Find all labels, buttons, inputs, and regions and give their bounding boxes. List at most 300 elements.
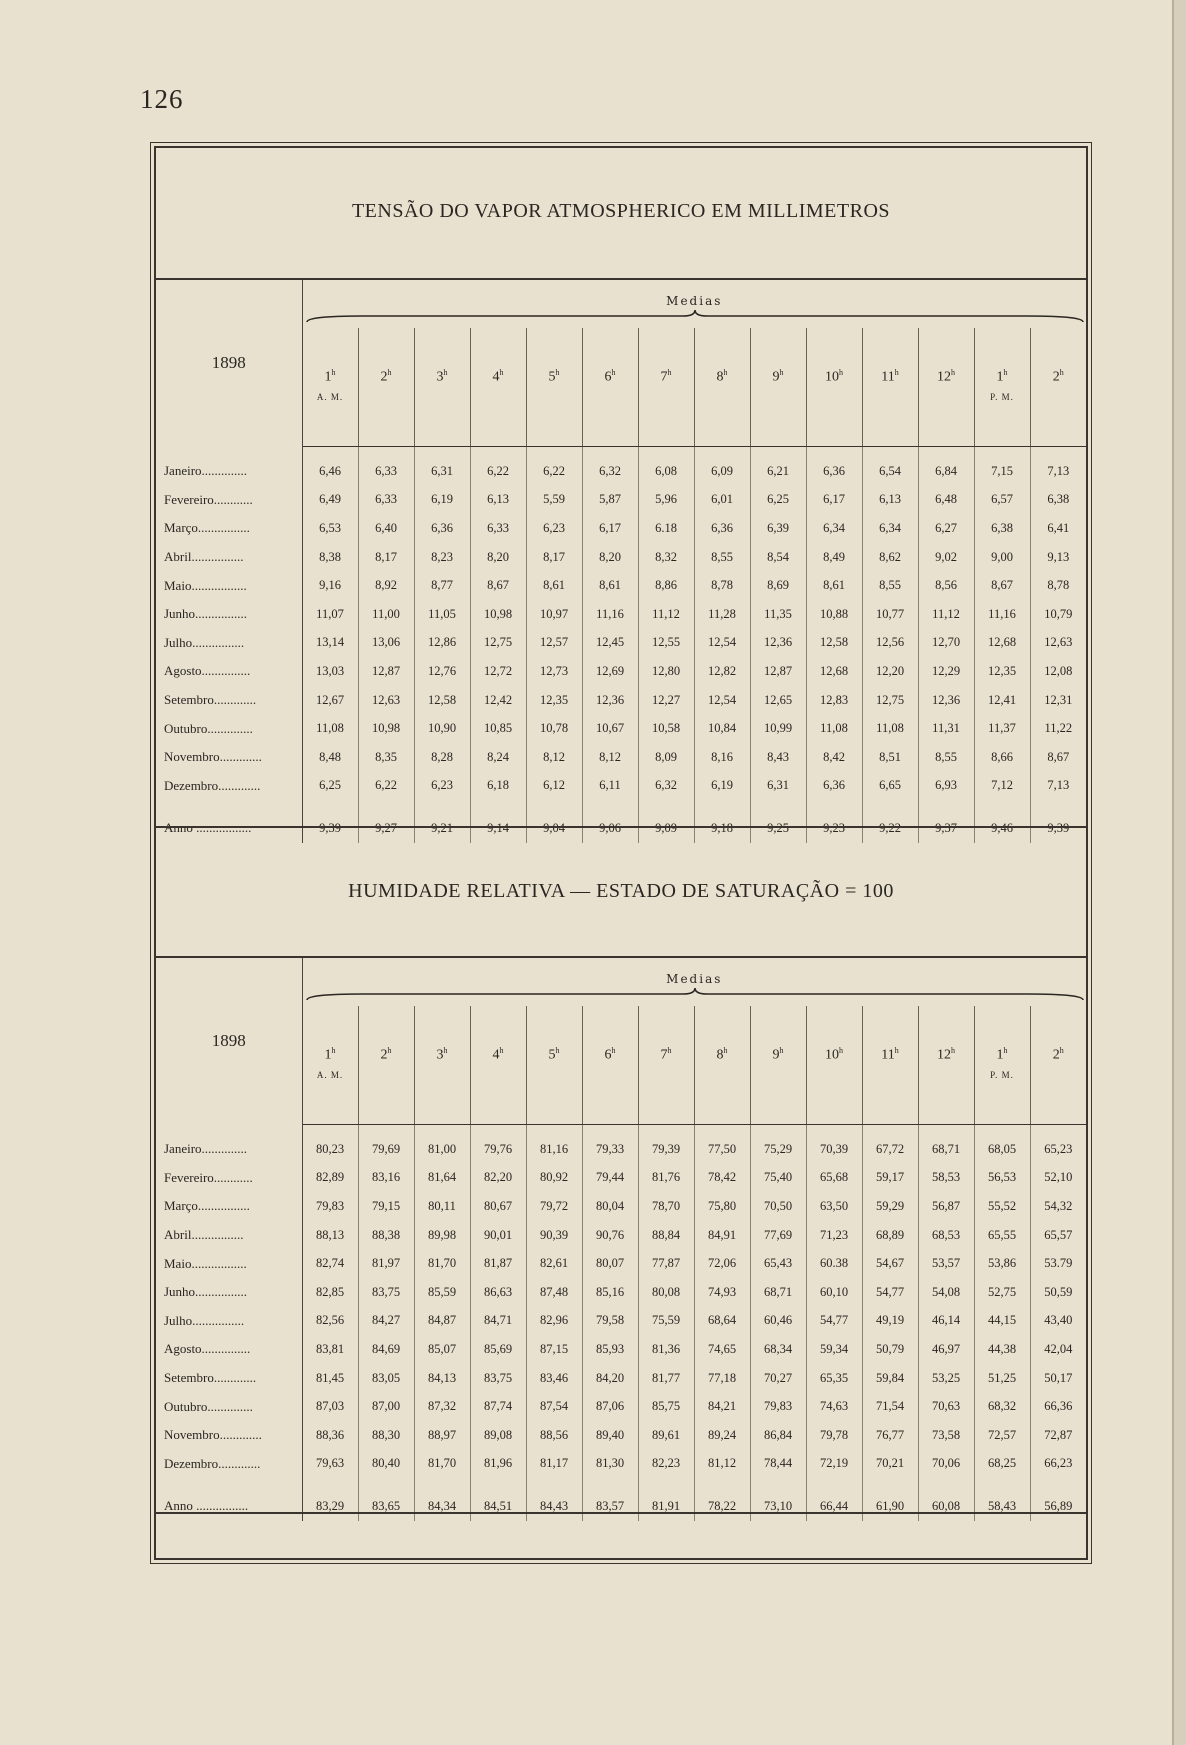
annual-value-cell: 78,22 — [694, 1492, 750, 1521]
hour-header: 11$^h$ — [862, 1006, 918, 1125]
value-cell: 77,87 — [638, 1249, 694, 1278]
value-cell: 9,13 — [1030, 543, 1086, 572]
value-cell: 78,42 — [694, 1164, 750, 1193]
table-row — [156, 686, 1086, 715]
annual-value-cell: 9,39 — [1030, 814, 1086, 843]
value-cell: 12,55 — [638, 629, 694, 658]
month-label: Novembro............. — [156, 743, 302, 772]
value-cell: 8,32 — [638, 543, 694, 572]
month-label: Outubro.............. — [156, 714, 302, 743]
value-cell: 12,70 — [918, 629, 974, 658]
annual-value-cell: 83,65 — [358, 1492, 414, 1521]
value-cell: 53,86 — [974, 1249, 1030, 1278]
value-cell: 59,84 — [862, 1364, 918, 1393]
value-cell: 84,71 — [470, 1307, 526, 1336]
value-cell: 8,51 — [862, 743, 918, 772]
am-label: A. M. — [316, 1069, 344, 1080]
value-cell: 43,40 — [1030, 1307, 1086, 1336]
value-cell: 5,59 — [526, 486, 582, 515]
value-cell: 80,92 — [526, 1164, 582, 1193]
value-cell: 8,20 — [582, 543, 638, 572]
value-cell: 6,23 — [414, 772, 470, 801]
hour-header: 1$^h$ A. M. — [302, 328, 358, 447]
value-cell: 83,81 — [302, 1335, 358, 1364]
table-row — [156, 486, 1086, 515]
value-cell: 13,06 — [358, 629, 414, 658]
value-cell: 82,89 — [302, 1164, 358, 1193]
table-row — [156, 1164, 1086, 1193]
hour-header: 11$^h$ — [862, 328, 918, 447]
value-cell: 8,16 — [694, 743, 750, 772]
value-cell: 6,38 — [1030, 486, 1086, 515]
value-cell: 6,22 — [526, 457, 582, 486]
annual-value-cell: 9,37 — [918, 814, 974, 843]
month-label: Julho................ — [156, 629, 302, 658]
value-cell: 5,96 — [638, 486, 694, 515]
value-cell: 79,58 — [582, 1307, 638, 1336]
value-cell: 65,43 — [750, 1249, 806, 1278]
medias-label: Medias — [666, 294, 723, 308]
value-cell: 8,62 — [862, 543, 918, 572]
value-cell: 8,61 — [806, 571, 862, 600]
value-cell: 87,03 — [302, 1392, 358, 1421]
value-cell: 12,80 — [638, 657, 694, 686]
value-cell: 60,10 — [806, 1278, 862, 1307]
value-cell: 65,57 — [1030, 1221, 1086, 1250]
value-cell: 10,78 — [526, 714, 582, 743]
annual-value-cell: 81,91 — [638, 1492, 694, 1521]
value-cell: 88,13 — [302, 1221, 358, 1250]
value-cell: 68,71 — [750, 1278, 806, 1307]
table-row — [156, 543, 1086, 572]
value-cell: 6,41 — [1030, 514, 1086, 543]
value-cell: 6,93 — [918, 772, 974, 801]
value-cell: 8,92 — [358, 571, 414, 600]
value-cell: 8,20 — [470, 543, 526, 572]
annual-value-cell: 9,21 — [414, 814, 470, 843]
value-cell: 66,36 — [1030, 1392, 1086, 1421]
value-cell: 82,85 — [302, 1278, 358, 1307]
table-row — [156, 1135, 1086, 1164]
value-cell: 6,34 — [862, 514, 918, 543]
value-cell: 79,72 — [526, 1192, 582, 1221]
value-cell: 81,70 — [414, 1249, 470, 1278]
value-cell: 59,29 — [862, 1192, 918, 1221]
value-cell: 53.79 — [1030, 1249, 1086, 1278]
hour-header: 2$^h$ — [1030, 1006, 1086, 1125]
value-cell: 12,68 — [974, 629, 1030, 658]
value-cell: 50,59 — [1030, 1278, 1086, 1307]
month-label: Setembro............. — [156, 686, 302, 715]
annual-value-cell: 84,43 — [526, 1492, 582, 1521]
value-cell: 84,91 — [694, 1221, 750, 1250]
value-cell: 12,63 — [1030, 629, 1086, 658]
value-cell: 6,36 — [414, 514, 470, 543]
hour-header: 1$^h$ P. M. — [974, 1006, 1030, 1125]
value-cell: 12,67 — [302, 686, 358, 715]
value-cell: 87,00 — [358, 1392, 414, 1421]
value-cell: 84,87 — [414, 1307, 470, 1336]
value-cell: 8,23 — [414, 543, 470, 572]
value-cell: 8,55 — [862, 571, 918, 600]
value-cell: 6,08 — [638, 457, 694, 486]
value-cell: 79,63 — [302, 1450, 358, 1479]
value-cell: 8,38 — [302, 543, 358, 572]
value-cell: 79,39 — [638, 1135, 694, 1164]
month-label: Janeiro.............. — [156, 457, 302, 486]
value-cell: 79,15 — [358, 1192, 414, 1221]
value-cell: 8,17 — [358, 543, 414, 572]
value-cell: 12,54 — [694, 629, 750, 658]
value-cell: 8,67 — [974, 571, 1030, 600]
value-cell: 81,30 — [582, 1450, 638, 1479]
value-cell: 8,67 — [470, 571, 526, 600]
value-cell: 12,73 — [526, 657, 582, 686]
month-label: Dezembro............. — [156, 772, 302, 801]
annual-label: Anno ................ — [156, 1492, 302, 1521]
hour-header: 3$^h$ — [414, 328, 470, 447]
value-cell: 10,98 — [470, 600, 526, 629]
value-cell: 8,54 — [750, 543, 806, 572]
value-cell: 6,22 — [358, 772, 414, 801]
value-cell: 78,44 — [750, 1450, 806, 1479]
hour-header: 2$^h$ — [1030, 328, 1086, 447]
month-label: Dezembro............. — [156, 1450, 302, 1479]
value-cell: 82,20 — [470, 1164, 526, 1193]
value-cell: 10,85 — [470, 714, 526, 743]
value-cell: 11,28 — [694, 600, 750, 629]
annual-value-cell: 83,29 — [302, 1492, 358, 1521]
value-cell: 79,44 — [582, 1164, 638, 1193]
table-row — [156, 1421, 1086, 1450]
annual-value-cell: 9,39 — [302, 814, 358, 843]
value-cell: 6,09 — [694, 457, 750, 486]
value-cell: 6,18 — [470, 772, 526, 801]
value-cell: 6,13 — [862, 486, 918, 515]
value-cell: 6,38 — [974, 514, 1030, 543]
value-cell: 12,75 — [862, 686, 918, 715]
value-cell: 10,77 — [862, 600, 918, 629]
hour-header: 3$^h$ — [414, 1006, 470, 1125]
value-cell: 87,48 — [526, 1278, 582, 1307]
hour-header: 5$^h$ — [526, 328, 582, 447]
value-cell: 5,87 — [582, 486, 638, 515]
value-cell: 70,63 — [918, 1392, 974, 1421]
value-cell: 8,24 — [470, 743, 526, 772]
hour-header: 6$^h$ — [582, 1006, 638, 1125]
pm-label: P. M. — [990, 1069, 1014, 1080]
value-cell: 12,63 — [358, 686, 414, 715]
value-cell: 10,67 — [582, 714, 638, 743]
table-row — [156, 1278, 1086, 1307]
value-cell: 88,38 — [358, 1221, 414, 1250]
annual-value-cell: 84,34 — [414, 1492, 470, 1521]
value-cell: 68,32 — [974, 1392, 1030, 1421]
value-cell: 6,46 — [302, 457, 358, 486]
table-row — [156, 1307, 1086, 1336]
month-label: Agosto............... — [156, 1335, 302, 1364]
value-cell: 87,74 — [470, 1392, 526, 1421]
hour-header: 8$^h$ — [694, 1006, 750, 1125]
annual-value-cell: 73,10 — [750, 1492, 806, 1521]
value-cell: 11,31 — [918, 714, 974, 743]
section-divider — [156, 826, 1086, 828]
value-cell: 85,07 — [414, 1335, 470, 1364]
value-cell: 8,78 — [1030, 571, 1086, 600]
value-cell: 82,96 — [526, 1307, 582, 1336]
hour-header: 1$^h$ A. M. — [302, 1006, 358, 1125]
vapor-pressure-table — [156, 280, 1086, 843]
value-cell: 12,56 — [862, 629, 918, 658]
value-cell: 81,45 — [302, 1364, 358, 1393]
value-cell: 81,12 — [694, 1450, 750, 1479]
value-cell: 83,05 — [358, 1364, 414, 1393]
value-cell: 54,77 — [806, 1307, 862, 1336]
month-label: Abril................ — [156, 1221, 302, 1250]
medias-brace — [302, 986, 1086, 1006]
value-cell: 46,14 — [918, 1307, 974, 1336]
value-cell: 11,08 — [806, 714, 862, 743]
table-row — [156, 1335, 1086, 1364]
value-cell: 88,36 — [302, 1421, 358, 1450]
value-cell: 6,12 — [526, 772, 582, 801]
value-cell: 75,59 — [638, 1307, 694, 1336]
annual-value-cell: 9,46 — [974, 814, 1030, 843]
value-cell: 11,07 — [302, 600, 358, 629]
value-cell: 6,65 — [862, 772, 918, 801]
month-label: Agosto............... — [156, 657, 302, 686]
value-cell: 12,76 — [414, 657, 470, 686]
value-cell: 12,54 — [694, 686, 750, 715]
value-cell: 83,16 — [358, 1164, 414, 1193]
table-row — [156, 600, 1086, 629]
value-cell: 10,58 — [638, 714, 694, 743]
value-cell: 10,88 — [806, 600, 862, 629]
value-cell: 12,86 — [414, 629, 470, 658]
value-cell: 56,87 — [918, 1192, 974, 1221]
value-cell: 70,21 — [862, 1450, 918, 1479]
month-label: Junho................ — [156, 600, 302, 629]
medias-label: Medias — [666, 972, 723, 986]
value-cell: 86,63 — [470, 1278, 526, 1307]
value-cell: 70,50 — [750, 1192, 806, 1221]
value-cell: 88,84 — [638, 1221, 694, 1250]
hour-header: 1$^h$ P. M. — [974, 328, 1030, 447]
value-cell: 74,63 — [806, 1392, 862, 1421]
value-cell: 72,57 — [974, 1421, 1030, 1450]
value-cell: 8,17 — [526, 543, 582, 572]
value-cell: 90,76 — [582, 1221, 638, 1250]
value-cell: 8,28 — [414, 743, 470, 772]
value-cell: 88,30 — [358, 1421, 414, 1450]
value-cell: 81,77 — [638, 1364, 694, 1393]
value-cell: 6,31 — [750, 772, 806, 801]
value-cell: 8,67 — [1030, 743, 1086, 772]
value-cell: 6,27 — [918, 514, 974, 543]
value-cell: 12,69 — [582, 657, 638, 686]
value-cell: 84,13 — [414, 1364, 470, 1393]
hour-header: 10$^h$ — [806, 1006, 862, 1125]
value-cell: 81,17 — [526, 1450, 582, 1479]
value-cell: 8,78 — [694, 571, 750, 600]
value-cell: 11,00 — [358, 600, 414, 629]
value-cell: 12,31 — [1030, 686, 1086, 715]
value-cell: 8,12 — [582, 743, 638, 772]
value-cell: 11,16 — [582, 600, 638, 629]
value-cell: 11,22 — [1030, 714, 1086, 743]
value-cell: 6,31 — [414, 457, 470, 486]
value-cell: 12,57 — [526, 629, 582, 658]
value-cell: 6,32 — [638, 772, 694, 801]
value-cell: 13,14 — [302, 629, 358, 658]
value-cell: 82,61 — [526, 1249, 582, 1278]
value-cell: 8,12 — [526, 743, 582, 772]
value-cell: 70,39 — [806, 1135, 862, 1164]
value-cell: 49,19 — [862, 1307, 918, 1336]
value-cell: 81,96 — [470, 1450, 526, 1479]
value-cell: 88,97 — [414, 1421, 470, 1450]
value-cell: 6,49 — [302, 486, 358, 515]
table-row — [156, 514, 1086, 543]
value-cell: 85,93 — [582, 1335, 638, 1364]
value-cell: 75,29 — [750, 1135, 806, 1164]
value-cell: 89,98 — [414, 1221, 470, 1250]
value-cell: 6,40 — [358, 514, 414, 543]
value-cell: 80,40 — [358, 1450, 414, 1479]
annual-value-cell: 83,57 — [582, 1492, 638, 1521]
hour-header: 2$^h$ — [358, 1006, 414, 1125]
am-label: A. M. — [316, 391, 344, 402]
value-cell: 11,35 — [750, 600, 806, 629]
value-cell: 89,61 — [638, 1421, 694, 1450]
medias-brace — [302, 308, 1086, 328]
value-cell: 79,69 — [358, 1135, 414, 1164]
table-row — [156, 714, 1086, 743]
value-cell: 80,04 — [582, 1192, 638, 1221]
value-cell: 73,58 — [918, 1421, 974, 1450]
month-label: Novembro............. — [156, 1421, 302, 1450]
relative-humidity-table — [156, 958, 1086, 1521]
value-cell: 54,67 — [862, 1249, 918, 1278]
humidity-table-title: HUMIDADE RELATIVA — ESTADO DE SATURAÇÃO = 100 — [348, 880, 894, 902]
value-cell: 51,25 — [974, 1364, 1030, 1393]
value-cell: 8,43 — [750, 743, 806, 772]
value-cell: 77,18 — [694, 1364, 750, 1393]
table-row — [156, 743, 1086, 772]
value-cell: 59,17 — [862, 1164, 918, 1193]
value-cell: 85,75 — [638, 1392, 694, 1421]
value-cell: 6,54 — [862, 457, 918, 486]
value-cell: 80,23 — [302, 1135, 358, 1164]
value-cell: 8,66 — [974, 743, 1030, 772]
value-cell: 87,15 — [526, 1335, 582, 1364]
hour-header: 12$^h$ — [918, 328, 974, 447]
page-number: 126 — [140, 84, 184, 114]
month-label: Fevereiro............ — [156, 486, 302, 515]
month-label: Setembro............. — [156, 1364, 302, 1393]
value-cell: 10,99 — [750, 714, 806, 743]
value-cell: 11,37 — [974, 714, 1030, 743]
year-label: 1898 — [156, 958, 302, 1125]
hour-header: 12$^h$ — [918, 1006, 974, 1125]
value-cell: 6,33 — [358, 486, 414, 515]
value-cell: 8,56 — [918, 571, 974, 600]
value-cell: 12,82 — [694, 657, 750, 686]
value-cell: 6,34 — [806, 514, 862, 543]
value-cell: 76,77 — [862, 1421, 918, 1450]
month-label: Outubro.............. — [156, 1392, 302, 1421]
value-cell: 12,36 — [918, 686, 974, 715]
value-cell: 6,21 — [750, 457, 806, 486]
value-cell: 68,53 — [918, 1221, 974, 1250]
annual-value-cell: 60,08 — [918, 1492, 974, 1521]
value-cell: 6,57 — [974, 486, 1030, 515]
value-cell: 6,19 — [694, 772, 750, 801]
value-cell: 8,69 — [750, 571, 806, 600]
value-cell: 9,16 — [302, 571, 358, 600]
value-cell: 65,35 — [806, 1364, 862, 1393]
month-label: Fevereiro............ — [156, 1164, 302, 1193]
value-cell: 6,36 — [806, 457, 862, 486]
value-cell: 8,55 — [694, 543, 750, 572]
value-cell: 12,72 — [470, 657, 526, 686]
month-label: Março................ — [156, 1192, 302, 1221]
value-cell: 11,12 — [638, 600, 694, 629]
vapor-table-title: TENSÃO DO VAPOR ATMOSPHERICO EM MILLIMETROS — [351, 200, 891, 222]
value-cell: 12,35 — [974, 657, 1030, 686]
value-cell: 68,71 — [918, 1135, 974, 1164]
value-cell: 46,97 — [918, 1335, 974, 1364]
value-cell: 83,75 — [470, 1364, 526, 1393]
value-cell: 42,04 — [1030, 1335, 1086, 1364]
value-cell: 81,00 — [414, 1135, 470, 1164]
value-cell: 12,83 — [806, 686, 862, 715]
annual-value-cell: 9,09 — [638, 814, 694, 843]
value-cell: 6,25 — [302, 772, 358, 801]
value-cell: 7,12 — [974, 772, 1030, 801]
value-cell: 8,35 — [358, 743, 414, 772]
value-cell: 68,34 — [750, 1335, 806, 1364]
value-cell: 10,90 — [414, 714, 470, 743]
value-cell: 53,57 — [918, 1249, 974, 1278]
value-cell: 84,21 — [694, 1392, 750, 1421]
value-cell: 63,50 — [806, 1192, 862, 1221]
value-cell: 66,23 — [1030, 1450, 1086, 1479]
value-cell: 58,53 — [918, 1164, 974, 1193]
bottom-rule — [156, 1512, 1086, 1514]
value-cell: 75,40 — [750, 1164, 806, 1193]
month-label: Julho................ — [156, 1307, 302, 1336]
value-cell: 12,75 — [470, 629, 526, 658]
month-label: Maio................. — [156, 571, 302, 600]
value-cell: 60,46 — [750, 1307, 806, 1336]
table-row — [156, 571, 1086, 600]
value-cell: 79,76 — [470, 1135, 526, 1164]
value-cell: 6,23 — [526, 514, 582, 543]
annual-value-cell: 9,25 — [750, 814, 806, 843]
value-cell: 8,49 — [806, 543, 862, 572]
value-cell: 60.38 — [806, 1249, 862, 1278]
value-cell: 6,36 — [694, 514, 750, 543]
value-cell: 55,52 — [974, 1192, 1030, 1221]
value-cell: 12,08 — [1030, 657, 1086, 686]
value-cell: 70,06 — [918, 1450, 974, 1479]
value-cell: 6,19 — [414, 486, 470, 515]
value-cell: 85,59 — [414, 1278, 470, 1307]
value-cell: 12,41 — [974, 686, 1030, 715]
value-cell: 80,07 — [582, 1249, 638, 1278]
value-cell: 11,05 — [414, 600, 470, 629]
